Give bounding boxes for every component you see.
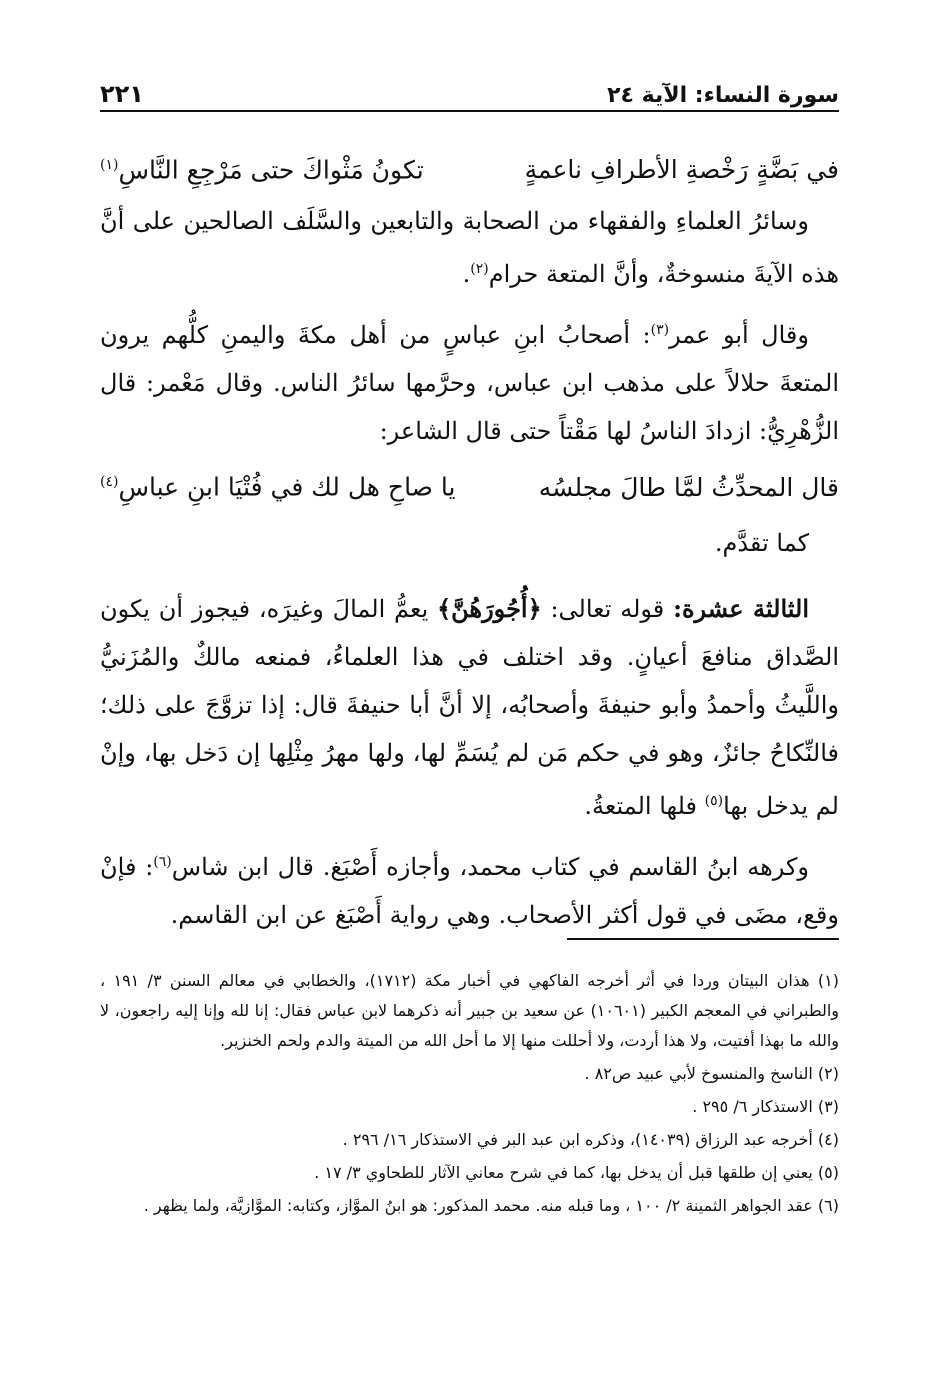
footnote-5: (٥) يعني إن طلقها قبل أن يدخل بها، كما في شرح معاني الآثار للطحاوي ٣/ ١٧ . [314,1163,839,1182]
running-title: سورة النساء: الآية ٢٤ [607,83,839,108]
quran-quote: ﴿أُجُورَهُنَّ﴾ [437,593,542,623]
footnote-2: (٢) الناسخ والمنسوخ لأبي عبيد ص٨٢ . [584,1064,839,1083]
footnote-ref-3: (٣) [650,322,670,339]
paragraph-5 [100,838,839,939]
verse-1-first-hemistich: في بَضَّةٍ رَخْصةِ الأطرافِ ناعمةٍ [524,155,839,185]
paragraph-1-end: . [462,260,471,289]
verse-1-second-hemistich [100,138,424,197]
footnote-ref-1: (١) [100,157,119,173]
footnotes [100,966,839,1224]
paragraph-5-rest: : فإنْ وقع، مضَى في قول أكثر الأصحاب. وهي رواية أَصْبَغ عن ابن القاسم. [100,852,839,929]
footnote-3: (٣) الاستذكار ٦/ ٢٩٥ . [692,1097,839,1116]
verse-1-second-text: تكونُ مَثْواكَ حتى مَرْجِعِ النَّاسِ [118,155,424,185]
spacer [100,571,839,585]
paragraph-4 [100,585,839,830]
main-text [100,138,839,939]
header-rule [100,110,839,112]
poem-verse-2 [100,455,839,514]
paragraph-5-start: وكرهه ابنُ القاسم في كتاب محمد، وأجازه أَصْبَغ. قال ابن شاس [171,852,810,881]
spacer [100,830,839,838]
footnote-ref-6: (٦) [153,853,172,870]
paragraph-1 [100,197,839,298]
spacer [100,298,839,306]
paragraph-2-start: وقال أبو عمر [669,321,809,350]
paragraph-4-body: يعمُّ المالَ وغيرَه، فيجوز أن يكون الصَّداق منافعَ أعيانٍ. وقد اختلف في هذا العلماءُ، فمنعه مالكٌ والمُزَنيُّ واللَّيثُ وأحمدُ وأبو حنيفةَ وأصحابُه، إلا أنَّ أبا حنيفةَ قال: إذا تزوَّجَ على ذلك؛ فالنِّكاحُ جائزٌ، وهو في حكم مَن لم يُسَمِّ لها، ولها مهرُ مِثْلِها إن دَخل بها، وإنْ لم يدخل بها [100,594,839,820]
footnote-separator [567,938,839,940]
footnote-4: (٤) أخرجه عبد الرزاق (١٤٠٣٩)، وذكره ابن عبد البر في الاستذكار ١٦/ ٢٩٦ . [342,1130,839,1149]
paragraph-2 [100,306,839,455]
verse-2-first-hemistich: قال المحدِّثُ لمَّا طالَ مجلسُه [538,472,839,502]
poem-verse-1 [100,138,839,197]
section-heading: الثالثة عشرة: [673,593,810,623]
page-header [100,68,839,108]
verse-2-second-text: يا صاحِ هل لك في فُتْيَا ابنِ عباسِ [118,472,456,502]
footnote-1: (١) هذان البيتان وردا في أثر أخرجه الفاكهي في أخبار مكة (١٧١٢)، والخطابي في معالم السنن ٣/ ١٩١ ، والطبراني في المعجم الكبير (١٠٦٠١) عن سعيد بن جبير أنه ذكرهما لابن عباس فقال: إنا لله وإنا إليه راجعون، لا والله ما بهذا أفتيت، ولا هذا أردت، ولا أحللت منها إلا ما أحل الله من الميتة والدم ولحم الخنزير. [100,971,839,1050]
paragraph-4-end: فلها المتعةُ. [584,791,705,820]
footnote-ref-2: (٢) [470,261,489,278]
footnote-ref-4: (٤) [100,474,119,491]
footnote-6: (٦) عقد الجواهر الثمينة ٢/ ١٠٠ ، وما قبله منه. محمد المذكور: هو ابنُ الموَّاز، وكتابه: الموَّازيَّة، ولما يظهر . [143,1196,839,1215]
paragraph-2-rest: : أصحابُ ابنِ عباسٍ من أهل مكةَ واليمنِ كلُّهم يرون المتعةَ حلالاً على مذهب ابن عباس، وحرَّمها سائرُ الناس. وقال مَعْمر: قال الزُّهْرِيُّ: ازدادَ الناسُ لها مَقْتاً حتى قال الشاعر: [100,321,839,446]
paragraph-1-text: وسائرُ العلماءِ والفقهاء من الصحابة والتابعين والسَّلَف الصالحين على أنَّ هذه الآيةَ منسوخةٌ، وأنَّ المتعة حرام [100,207,839,289]
paragraph-4-intro: قوله تعالى: [541,594,674,623]
footnote-ref-5: (٥) [704,792,724,809]
verse-2-second-hemistich [100,455,455,514]
page-number: ٢٢١ [100,80,144,108]
paragraph-3: كما تقدَّم. [714,528,809,557]
